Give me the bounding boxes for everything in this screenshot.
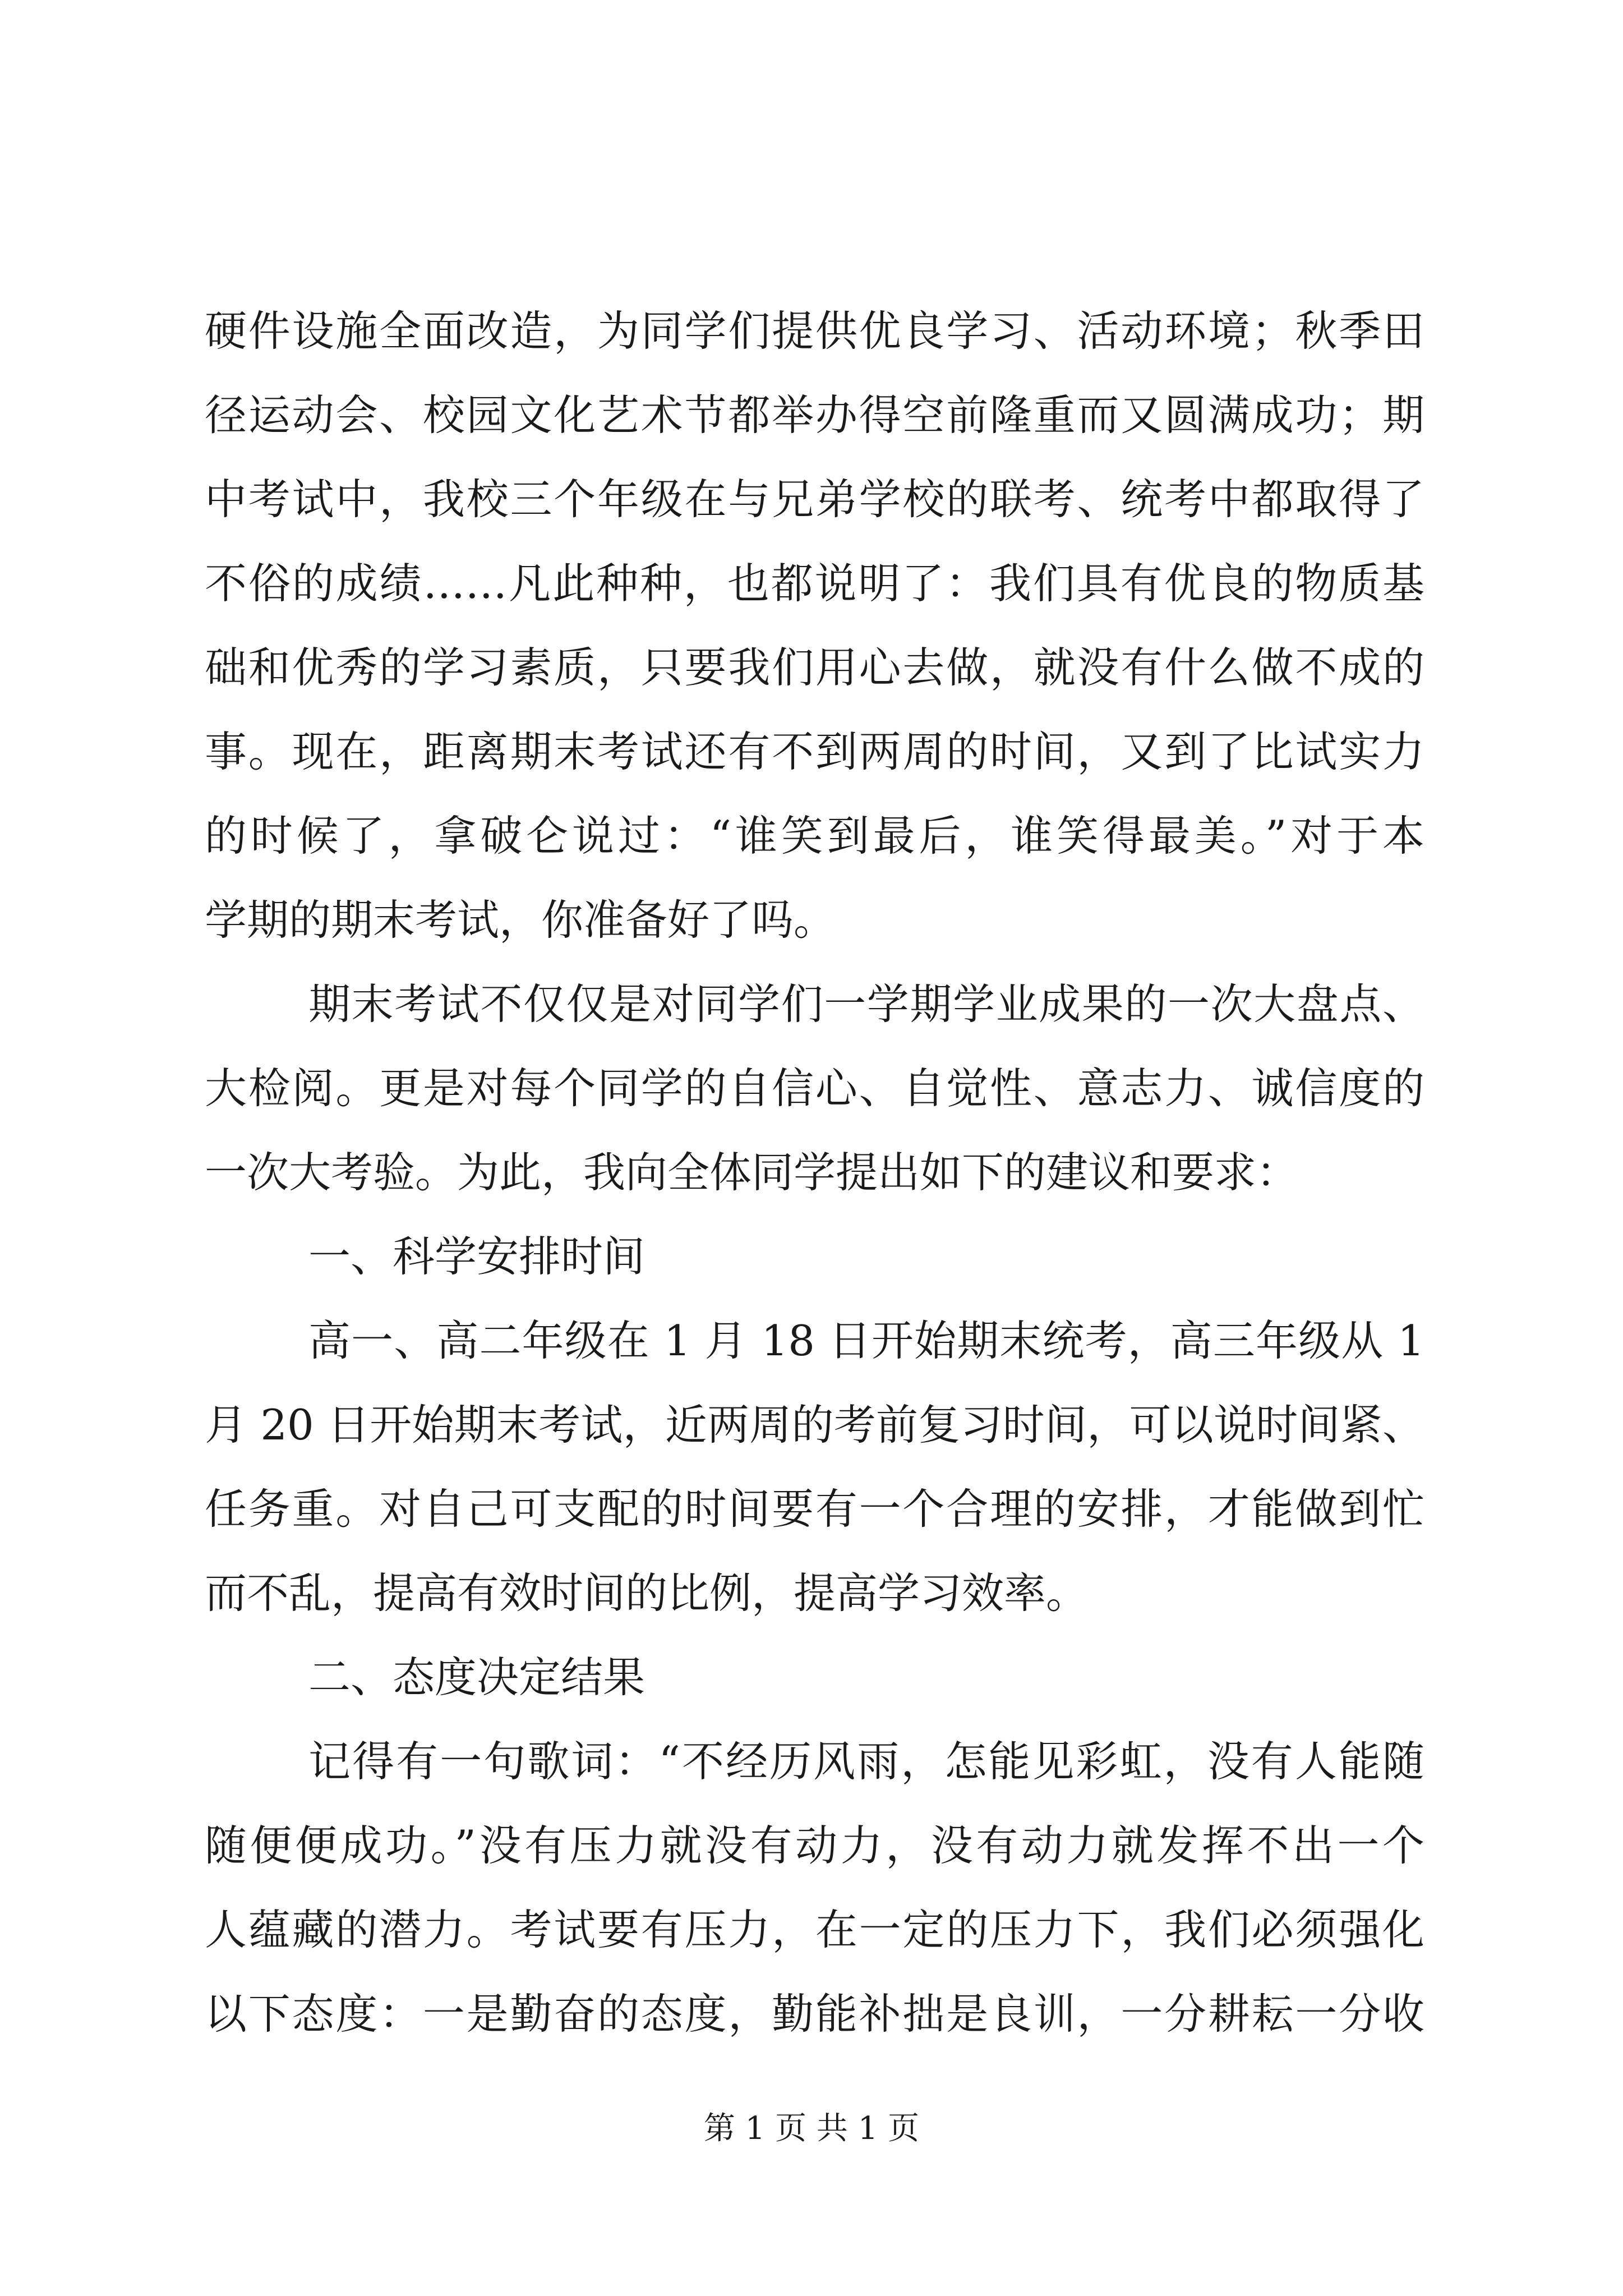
text-line: 一次大考验。为此，我向全体同学提出如下的建议和要求：	[205, 1148, 1299, 1197]
text-line: 任务重。对自己可支配的时间要有一个合理的安排，才能做到忙	[205, 1484, 1424, 1534]
page-number-label: 第 1 页 共 1 页	[703, 2110, 920, 2147]
text-line: 而不乱，提高有效时间的比例，提高学习效率。	[205, 1568, 1089, 1618]
text-line: 以下态度：一是勤奋的态度，勤能补拙是良训，一分耕耘一分收	[205, 1989, 1424, 2039]
text-line: 不俗的成绩……凡此种种，也都说明了：我们具有优良的物质基	[205, 559, 1424, 608]
text-line: 径运动会、校园文化艺术节都举办得空前隆重而又圆满成功；期	[205, 390, 1424, 440]
page-footer	[0, 2109, 1623, 2148]
paragraph-first-line: 高一、高二年级在 1 月 18 日开始期末统考，高三年级从 1	[308, 1316, 1424, 1365]
text-line: 事。现在，距离期末考试还有不到两周的时间，又到了比试实力	[205, 727, 1424, 776]
text-line: 人蕴藏的潜力。考试要有压力，在一定的压力下，我们必须强化	[205, 1905, 1424, 1954]
section-heading: 一、科学安排时间	[308, 1232, 645, 1281]
text-line: 础和优秀的学习素质，只要我们用心去做，就没有什么做不成的	[205, 643, 1424, 692]
paragraph-first-line: 记得有一句歌词：“不经历风雨，怎能见彩虹，没有人能随	[308, 1737, 1424, 1786]
text-line: 月 20 日开始期末考试，近两周的考前复习时间，可以说时间紧、	[205, 1400, 1424, 1450]
text-line: 学期的期末考试，你准备好了吗。	[205, 895, 836, 945]
paragraph-first-line: 期末考试不仅仅是对同学们一学期学业成果的一次大盘点、	[308, 979, 1424, 1029]
body-text	[205, 289, 1424, 2056]
section-heading: 二、态度决定结果	[308, 1653, 645, 1702]
text-line: 中考试中，我校三个年级在与兄弟学校的联考、统考中都取得了	[205, 475, 1424, 524]
text-line: 的时候了，拿破仑说过：“谁笑到最后，谁笑得最美。”对于本	[205, 811, 1424, 861]
text-line: 随便便成功。”没有压力就没有动力，没有动力就发挥不出一个	[205, 1821, 1424, 1870]
text-line: 硬件设施全面改造，为同学们提供优良学习、活动环境；秋季田	[205, 306, 1424, 356]
text-line: 大检阅。更是对每个同学的自信心、自觉性、意志力、诚信度的	[205, 1064, 1424, 1113]
